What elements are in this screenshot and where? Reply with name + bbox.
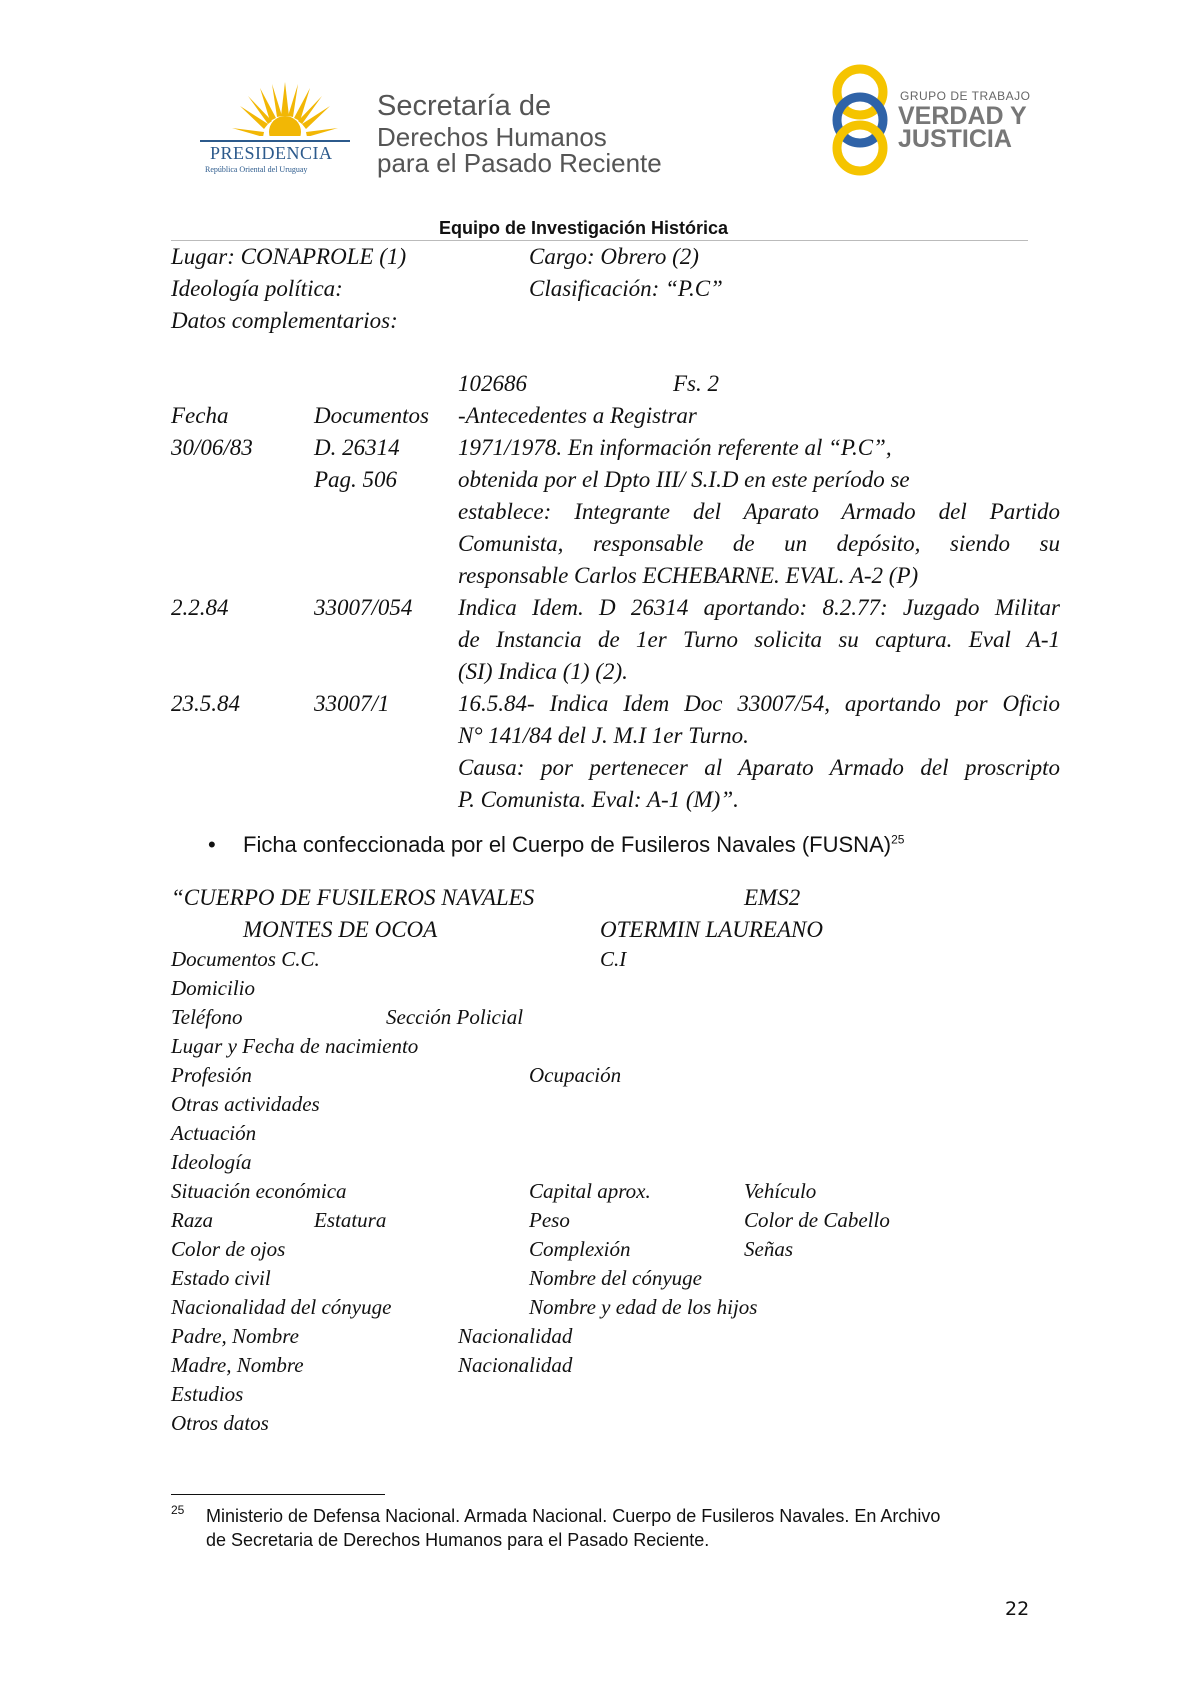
cargo-field: Cargo: Obrero (2)	[529, 244, 699, 269]
row-text-line: Causa: por pertenecer al Aparato Armado del proscripto	[458, 755, 1060, 780]
row-doc: D. 26314	[314, 435, 400, 460]
field-seccion-policial: Sección Policial	[386, 1005, 524, 1029]
secretaria-line2: Derechos Humanos	[377, 122, 607, 152]
secretaria-line3: para el Pasado Reciente	[377, 148, 662, 178]
col-header-documentos: Documentos	[314, 403, 429, 428]
row-fecha: 2.2.84	[171, 595, 229, 620]
row-doc: 33007/054	[314, 595, 413, 620]
field-situacion-economica: Situación económica	[171, 1179, 347, 1203]
field-capital: Capital aprox.	[529, 1179, 651, 1203]
fusna-code: EMS2	[744, 885, 801, 910]
team-title: Equipo de Investigación Histórica	[439, 218, 729, 238]
fusna-subtitle: MONTES DE OCOA	[243, 917, 438, 942]
field-hijos: Nombre y edad de los hijos	[529, 1295, 758, 1319]
field-actuacion: Actuación	[171, 1121, 257, 1145]
field-nacionalidad-madre: Nacionalidad	[458, 1353, 573, 1377]
row-text-line: 16.5.84- Indica Idem Doc 33007/54, aportando por Oficio	[458, 691, 1060, 716]
col-header-antecedentes: -Antecedentes a Registrar	[458, 403, 697, 428]
field-vehiculo: Vehículo	[744, 1179, 817, 1203]
row-text-line: 1971/1978. En información referente al “P.C”,	[458, 435, 892, 460]
row-text-line: responsable Carlos ECHEBARNE. EVAL. A-2 (P)	[458, 563, 919, 588]
page-number: 22	[1005, 1598, 1030, 1620]
fusna-person-name: OTERMIN LAUREANO	[600, 917, 823, 942]
row-text-line: N° 141/84 del J. M.I 1er Turno.	[458, 723, 749, 748]
field-estatura: Estatura	[314, 1208, 387, 1232]
ideologia-field: Ideología política:	[171, 276, 343, 301]
grupo-trabajo-label: GRUPO DE TRABAJO	[900, 89, 1031, 103]
footnote-number: 25	[171, 1503, 185, 1517]
lugar-field: Lugar: CONAPROLE (1)	[171, 244, 407, 269]
field-ocupacion: Ocupación	[529, 1063, 622, 1087]
footnote-line: de Secretaria de Derechos Humanos para el Pasado Reciente.	[206, 1530, 710, 1550]
row-fecha: 30/06/83	[171, 435, 253, 460]
presidencia-logo-line	[200, 140, 350, 142]
row-fecha: 23.5.84	[171, 691, 240, 716]
row-text-line: Indica Idem. D 26314 aportando: 8.2.77: Juzgado Militar	[458, 595, 1060, 620]
row-doc: 33007/1	[314, 691, 390, 716]
field-ideologia: Ideología	[171, 1150, 252, 1174]
bullet-text-label: Ficha confeccionada por el Cuerpo de Fusileros Navales (FUSNA)	[243, 832, 892, 857]
justicia-label: JUSTICIA	[898, 125, 1012, 153]
bullet-icon: •	[208, 832, 216, 857]
fusna-title: “CUERPO DE FUSILEROS NAVALES	[171, 885, 535, 910]
field-complexion: Complexión	[529, 1237, 631, 1261]
field-padre: Padre, Nombre	[171, 1324, 299, 1348]
footnote-line: Ministerio de Defensa Nacional. Armada Nacional. Cuerpo de Fusileros Navales. En Archivo	[206, 1506, 941, 1526]
field-lugar-fecha-nacimiento: Lugar y Fecha de nacimiento	[171, 1034, 419, 1058]
field-senas: Señas	[744, 1237, 793, 1261]
field-otros-datos: Otros datos	[171, 1411, 269, 1435]
field-domicilio: Domicilio	[171, 976, 255, 1000]
footnote-ref[interactable]: 25	[891, 832, 905, 847]
field-nacionalidad-conyuge: Nacionalidad del cónyuge	[171, 1295, 392, 1319]
record-number: 102686	[458, 371, 527, 396]
row-text-line: de Instancia de 1er Turno solicita su captura. Eval A-1	[458, 627, 1060, 652]
field-ci: C.I	[600, 947, 627, 971]
presidencia-sublabel: República Oriental del Uruguay	[205, 165, 308, 174]
field-profesion: Profesión	[171, 1063, 252, 1087]
record-fs: Fs. 2	[673, 371, 719, 396]
field-nacionalidad-padre: Nacionalidad	[458, 1324, 573, 1348]
verdad-justicia-rings-icon	[825, 60, 895, 180]
footnote-rule	[171, 1494, 385, 1495]
clasificacion-field: Clasificación: “P.C”	[529, 276, 723, 301]
row-text-line: Comunista, responsable de un depósito, siendo su	[458, 531, 1060, 556]
col-header-fecha: Fecha	[171, 403, 229, 428]
datos-field: Datos complementarios:	[171, 308, 398, 333]
field-telefono: Teléfono	[171, 1005, 243, 1029]
field-peso: Peso	[529, 1208, 570, 1232]
row-text-line: (SI) Indica (1) (2).	[458, 659, 628, 684]
presidencia-label: PRESIDENCIA	[210, 143, 333, 163]
field-raza: Raza	[171, 1208, 213, 1232]
presidencia-sun-icon	[230, 80, 340, 140]
field-estudios: Estudios	[171, 1382, 244, 1406]
secretaria-line1: Secretaría de	[377, 90, 552, 122]
field-madre: Madre, Nombre	[171, 1353, 304, 1377]
field-nombre-conyuge: Nombre del cónyuge	[529, 1266, 703, 1290]
field-color-ojos: Color de ojos	[171, 1237, 286, 1261]
field-documentos: Documentos C.C.	[171, 947, 320, 971]
field-estado-civil: Estado civil	[171, 1266, 271, 1290]
field-otras-actividades: Otras actividades	[171, 1092, 320, 1116]
row-text-line: establece: Integrante del Aparato Armado del Partido	[458, 499, 1060, 524]
field-color-cabello: Color de Cabello	[744, 1208, 890, 1232]
verdad-label: VERDAD Y	[898, 102, 1027, 130]
row-text-line: P. Comunista. Eval: A-1 (M)”.	[458, 787, 739, 812]
row-text-line: obtenida por el Dpto III/ S.I.D en este período se	[458, 467, 910, 492]
bullet-text	[243, 832, 904, 858]
row-doc-page: Pag. 506	[314, 467, 398, 492]
